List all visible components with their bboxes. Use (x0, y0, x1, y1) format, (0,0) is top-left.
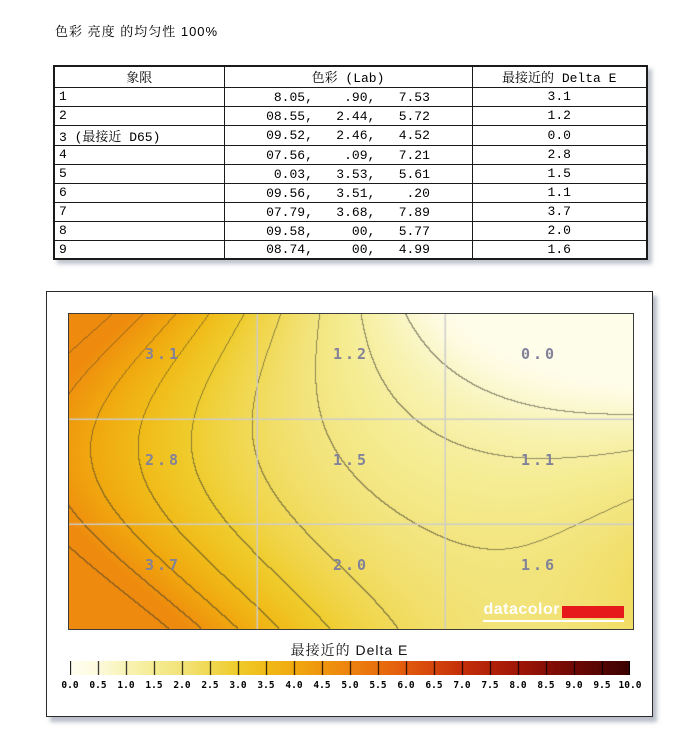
map-cell-label: 1.1 (520, 450, 558, 469)
lab-cell: 09.56, 3.51, .20 (224, 183, 472, 202)
page-title: 色彩 亮度 的均匀性 100% (55, 24, 219, 39)
scale-tick-label: 3.0 (229, 680, 247, 691)
delta-e-cell: 3.1 (472, 87, 647, 106)
scale-tick-label: 4.0 (285, 680, 303, 691)
table-row (54, 240, 647, 259)
scale-tick-label: 1.5 (145, 680, 163, 691)
scale-tick-label: 1.0 (117, 680, 135, 691)
scale-tick-label: 2.5 (201, 680, 219, 691)
scale-tick-label: 8.5 (537, 680, 555, 691)
map-cell-label: 1.5 (332, 450, 370, 469)
map-cell-label: 0.0 (520, 345, 558, 364)
table-row (54, 202, 647, 221)
table-row (54, 125, 647, 145)
scale-tick-label: 3.5 (257, 680, 275, 691)
scale-tick-label: 7.5 (481, 680, 499, 691)
delta-e-cell: 2.8 (472, 145, 647, 164)
table-row (54, 164, 647, 183)
delta-e-header: 最接近的 Delta E (472, 66, 647, 87)
table-row (54, 221, 647, 240)
delta-e-cell: 2.0 (472, 221, 647, 240)
scale-tick-label: 9.5 (593, 680, 611, 691)
scale-tick-label: 2.0 (173, 680, 191, 691)
lab-cell: 08.55, 2.44, 5.72 (224, 106, 472, 125)
delta-e-cell: 1.2 (472, 106, 647, 125)
delta-e-scale (61, 661, 642, 701)
scale-tick-label: 0.0 (61, 680, 79, 691)
lab-header: 色彩 (Lab) (224, 66, 472, 87)
map-cell-label: 3.1 (144, 345, 182, 364)
scale-tick-label: 6.0 (397, 680, 415, 691)
scale-tick-label: 5.0 (341, 680, 359, 691)
quadrant-cell: 4 (54, 145, 224, 164)
scale-tick-label: 9.0 (565, 680, 583, 691)
lab-cell: 8.05, .90, 7.53 (224, 87, 472, 106)
heatmap-panel (46, 291, 653, 717)
scale-tick-label: 0.5 (89, 680, 107, 691)
map-cell-label: 3.7 (144, 555, 182, 574)
quadrant-cell: 5 (54, 164, 224, 183)
quadrant-cell: 3 (最接近 D65) (54, 125, 224, 145)
map-cell-label: 2.8 (144, 450, 182, 469)
table-row (54, 106, 647, 125)
table-row (54, 183, 647, 202)
datacolor-logo-text: datacolor (483, 601, 560, 618)
table-row (54, 145, 647, 164)
scale-tick-label: 10.0 (618, 680, 642, 691)
logo-red-block (562, 606, 624, 618)
lab-cell: 09.58, 00, 5.77 (224, 221, 472, 240)
map-cell-label: 1.6 (520, 555, 558, 574)
delta-e-cell: 3.7 (472, 202, 647, 221)
table-header-row (54, 66, 647, 87)
quadrant-cell: 7 (54, 202, 224, 221)
scale-tick-label: 5.5 (369, 680, 387, 691)
lab-cell: 08.74, 00, 4.99 (224, 240, 472, 259)
delta-e-cell: 1.6 (472, 240, 647, 259)
quadrant-cell: 8 (54, 221, 224, 240)
lab-cell: 09.52, 2.46, 4.52 (224, 125, 472, 145)
delta-e-cell: 1.1 (472, 183, 647, 202)
contour-map (68, 313, 634, 630)
scale-tick-label: 8.0 (509, 680, 527, 691)
quadrant-cell: 1 (54, 87, 224, 106)
quadrant-cell: 6 (54, 183, 224, 202)
scale-tick-label: 4.5 (313, 680, 331, 691)
colorbar-canvas (70, 661, 630, 675)
quadrant-header: 象限 (54, 66, 224, 87)
datacolor-logo (483, 602, 624, 622)
lab-cell: 07.56, .09, 7.21 (224, 145, 472, 164)
quadrant-cell: 9 (54, 240, 224, 259)
delta-e-cell: 1.5 (472, 164, 647, 183)
scale-tick-label: 6.5 (425, 680, 443, 691)
scale-tick-label: 7.0 (453, 680, 471, 691)
table-row (54, 87, 647, 106)
map-cell-label: 1.2 (332, 345, 370, 364)
delta-e-cell: 0.0 (472, 125, 647, 145)
scale-title: 最接近的 Delta E (290, 642, 409, 658)
quadrant-cell: 2 (54, 106, 224, 125)
lab-cell: 0.03, 3.53, 5.61 (224, 164, 472, 183)
map-cell-label: 2.0 (332, 555, 370, 574)
uniformity-table (53, 65, 648, 260)
lab-cell: 07.79, 3.68, 7.89 (224, 202, 472, 221)
